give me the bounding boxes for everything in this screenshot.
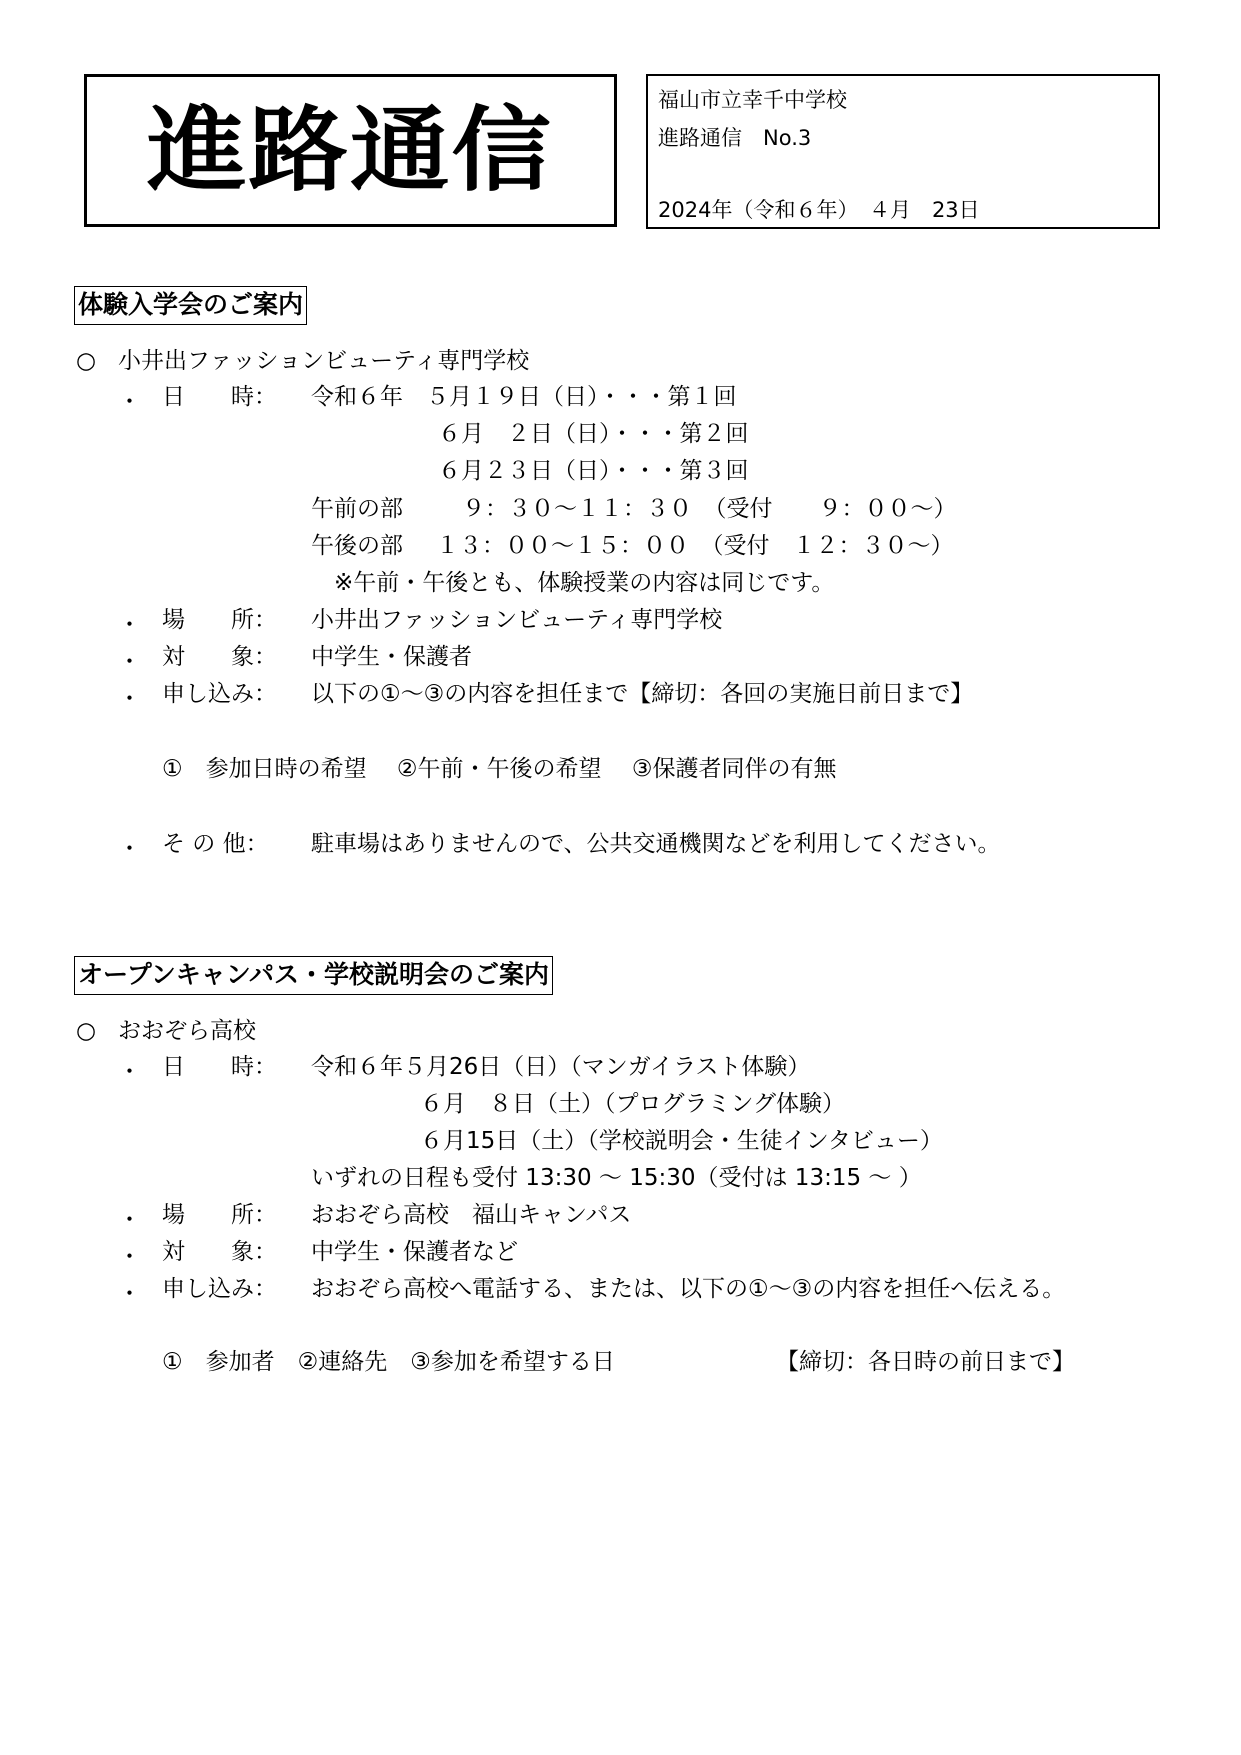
section1-heading: 体験入学会のご案内: [74, 286, 307, 325]
section1-apply-label: 申し込み：: [162, 681, 277, 707]
section1-target: 中学生・保護者: [311, 644, 472, 670]
section2-items: ① 参加者 ②連絡先 ③参加を希望する日: [162, 1349, 615, 1375]
section2-deadline: 【締切：各日時の前日まで】: [776, 1349, 1075, 1375]
section2-apply-label: 申し込み：: [162, 1276, 277, 1302]
section1-date-line-1: 令和６年 ５月１９日（日）・・・第１回: [311, 384, 737, 410]
bullet: ・: [118, 1281, 141, 1307]
section1-apply: 以下の①～③の内容を担任まで【締切：各回の実施日前日まで】: [311, 681, 974, 707]
bullet: ・: [118, 1244, 141, 1270]
section2-apply: おおぞら高校へ電話する、または、以下の①～③の内容を担任へ伝える。: [311, 1276, 1066, 1302]
section2-date-label: 日 時：: [162, 1054, 277, 1080]
title-box: [84, 74, 617, 227]
section1-pm-label: 午後の部: [311, 533, 403, 559]
section2-date-line-3: ６月15日（土）（学校説明会・生徒インタビュー）: [420, 1128, 943, 1154]
bullet: ・: [118, 389, 141, 415]
circle-mark: ○: [76, 348, 97, 374]
section1-other-label: そ の 他：: [162, 831, 269, 857]
section1-items: ① 参加日時の希望 ②午前・午後の希望 ③保護者同伴の有無: [162, 756, 837, 782]
section1-note: ※午前・午後とも、体験授業の内容は同じです。: [334, 570, 835, 596]
section1-pm-time: １３：００～１５：００ （受付 １２：３０～）: [436, 533, 954, 559]
section2-school: おおぞら高校: [118, 1018, 256, 1044]
section1-am-label: 午前の部: [311, 496, 403, 522]
bullet: ・: [118, 686, 141, 712]
section2-place-label: 場 所：: [162, 1202, 277, 1228]
section2-target: 中学生・保護者など: [311, 1239, 518, 1265]
page-title: 進路通信: [147, 96, 554, 204]
section2-date-line-2: ６月 ８日（土）（プログラミング体験）: [420, 1091, 846, 1117]
bullet: ・: [118, 1059, 141, 1085]
section1-date-label: 日 時：: [162, 384, 277, 410]
bullet: ・: [118, 1207, 141, 1233]
section1-place-label: 場 所：: [162, 607, 277, 633]
section2-date-line-1: 令和６年５月26日（日）（マンガイラスト体験）: [311, 1054, 811, 1080]
section1-date-line-2: ６月 ２日（日）・・・第２回: [438, 421, 749, 447]
section1-place: 小井出ファッションビューティ専門学校: [311, 607, 723, 633]
school-name: 福山市立幸千中学校: [658, 88, 847, 112]
issue-number: 進路通信 No.3: [658, 126, 812, 150]
section2-heading: オープンキャンパス・学校説明会のご案内: [74, 956, 553, 995]
info-box: [646, 74, 1160, 229]
bullet: ・: [118, 649, 141, 675]
bullet: ・: [118, 836, 141, 862]
section1-other: 駐車場はありませんので、公共交通機関などを利用してください。: [311, 831, 1001, 857]
section1-am-time: ９：３０～１１：３０ （受付 ９：００～）: [462, 496, 957, 522]
section2-reception: いずれの日程も受付 13:30 ～ 15:30（受付は 13:15 ～ ）: [311, 1165, 922, 1191]
section2-place: おおぞら高校 福山キャンパス: [311, 1202, 632, 1228]
section1-date-line-3: ６月２３日（日）・・・第３回: [438, 458, 749, 484]
section1-school: 小井出ファッションビューティ専門学校: [118, 348, 530, 374]
issue-date: 2024年（令和６年） ４月 23日: [658, 198, 980, 222]
section2-target-label: 対 象：: [162, 1239, 277, 1265]
circle-mark: ○: [76, 1018, 97, 1044]
bullet: ・: [118, 612, 141, 638]
section1-target-label: 対 象：: [162, 644, 277, 670]
